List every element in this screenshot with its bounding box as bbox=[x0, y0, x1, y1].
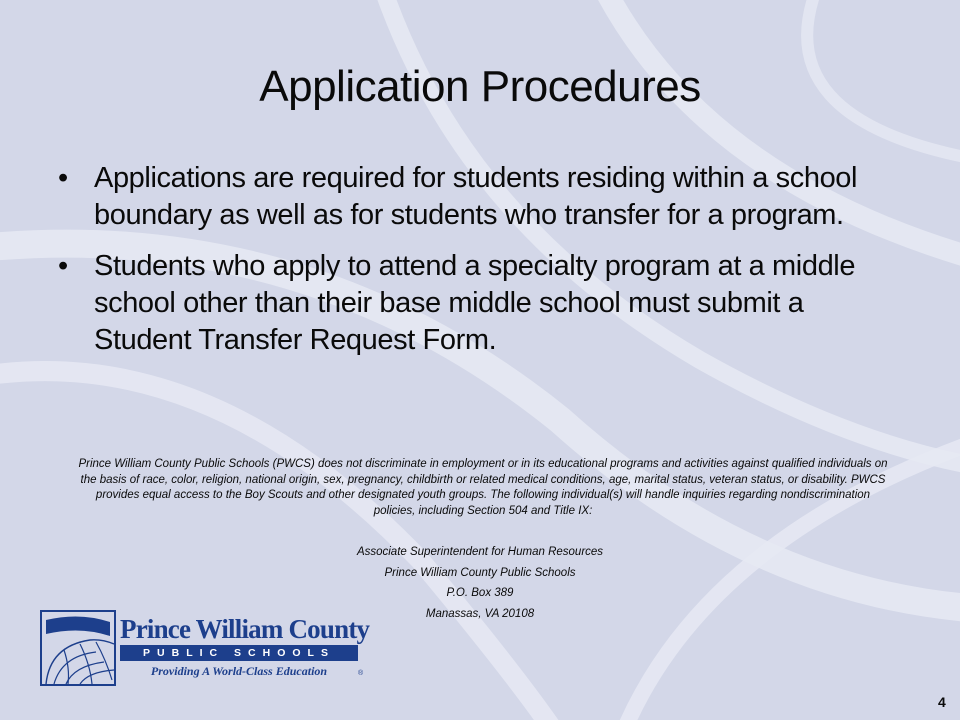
bullet-text: Students who apply to attend a specialty program at a middle school other than their base middle school must submit a Student Transfer Request Form. bbox=[94, 250, 856, 356]
bullet-text: Applications are required for students residing within a school boundary as well as for students who transfer for a program. bbox=[94, 162, 858, 231]
logo-subtitle: PUBLIC SCHOOLS bbox=[120, 645, 358, 661]
bullet-marker: • bbox=[58, 250, 68, 282]
slide-title: Application Procedures bbox=[259, 62, 701, 111]
logo-name: Prince William County bbox=[120, 614, 370, 644]
globe-flag-icon bbox=[40, 610, 116, 686]
page-number: 4 bbox=[938, 694, 946, 710]
address-line: Prince William County Public Schools bbox=[384, 566, 576, 579]
logo-tagline: Providing A World-Class Education bbox=[150, 664, 328, 678]
registered-mark: ® bbox=[358, 670, 364, 677]
bullet-marker: • bbox=[58, 162, 68, 194]
address-line: P.O. Box 389 bbox=[446, 587, 514, 599]
bullet-list bbox=[58, 160, 898, 359]
bullet-item bbox=[58, 248, 898, 359]
address-line: Associate Superintendent for Human Resources bbox=[356, 546, 604, 558]
bullet-item bbox=[58, 160, 898, 234]
address-line: Manassas, VA 20108 bbox=[425, 607, 535, 620]
nondiscrimination-notice: Prince William County Public Schools (PWCS) does not discriminate in employment or in its educational programs and activities against qualified individuals on the basis of race, color, religion, national origin, sex, pregnancy, childbirth or related medical conditions, age, marital status, veteran status, or disability. PWCS provides equal access to the Boy Scouts and other designated youth groups. The following individual(s) will handle inquiries regarding nondiscrimination policies, including Section 504 and Title IX: bbox=[78, 458, 888, 517]
pwcs-logo bbox=[40, 610, 370, 690]
